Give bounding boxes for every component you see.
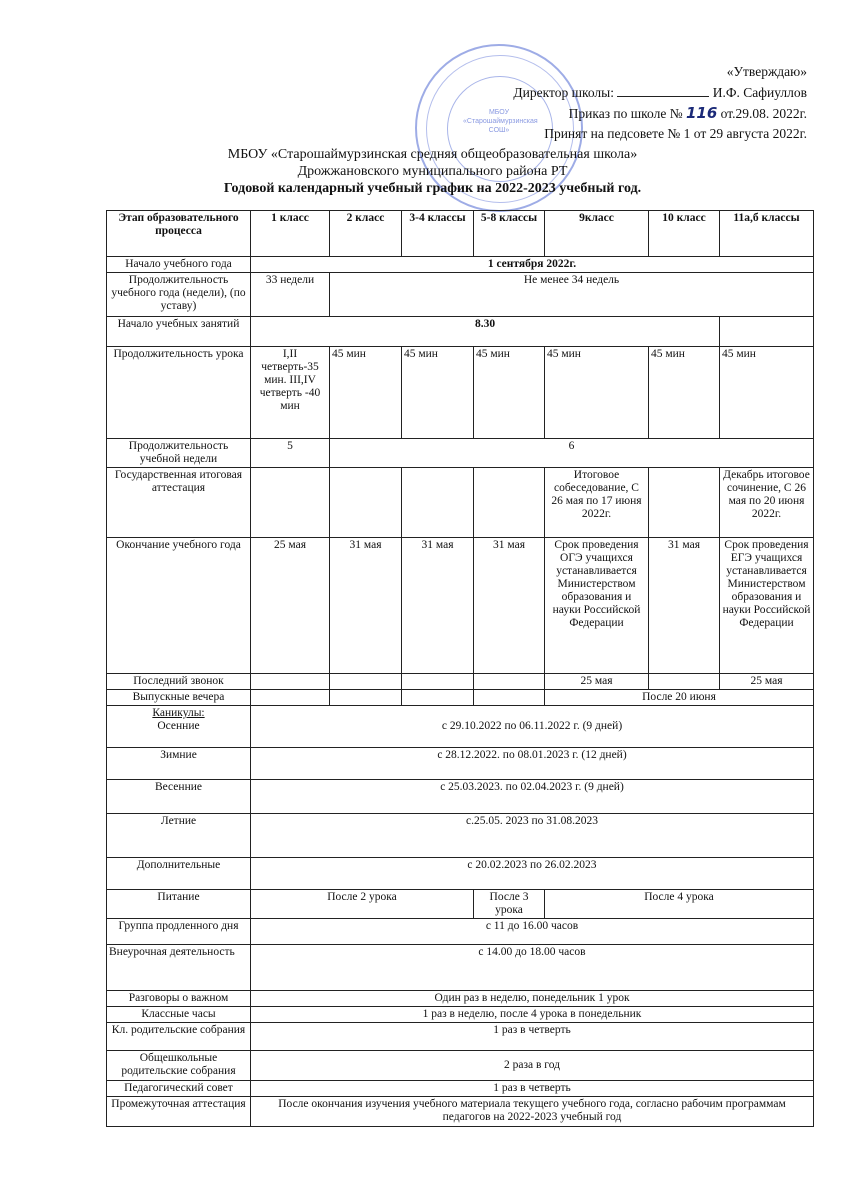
cell: Итоговое собеседование, С 26 мая по 17 июня 2022г. <box>545 468 649 538</box>
row-label: Продолжительность урока <box>107 347 251 439</box>
order-line <box>513 103 807 124</box>
header-cell: 10 класс <box>649 211 720 257</box>
document-title: Годовой календарный учебный график на 2022-2023 учебный год. <box>223 181 642 196</box>
cell-empty <box>251 690 330 706</box>
table-row <box>107 1081 814 1097</box>
cell: 1 раз в четверть <box>251 1023 814 1051</box>
cell-empty <box>720 317 814 347</box>
row-label: Кл. родительские собрания <box>107 1023 251 1051</box>
cell: 6 <box>330 439 814 468</box>
table-row <box>107 814 814 858</box>
table-row <box>107 945 814 991</box>
holidays-title: Каникулы: <box>152 707 205 719</box>
header-cell: 2 класс <box>330 211 402 257</box>
table-row <box>107 1051 814 1081</box>
cell: с 14.00 до 18.00 часов <box>251 945 814 991</box>
table-row <box>107 439 814 468</box>
row-label: Дополнительные <box>107 858 251 890</box>
cell: 45 мин <box>545 347 649 439</box>
cell: Срок проведения ОГЭ учащихся устанавливается Министерством образования и науки Российской Федерации <box>545 538 649 674</box>
cell: с 20.02.2023 по 26.02.2023 <box>251 858 814 890</box>
cell: 31 мая <box>330 538 402 674</box>
cell: 25 мая <box>251 538 330 674</box>
cell: Декабрь итоговое сочинение, С 26 мая по 20 июня 2022г. <box>720 468 814 538</box>
row-label: Окончание учебного года <box>107 538 251 674</box>
cell: 31 мая <box>402 538 474 674</box>
row-label: Педагогический совет <box>107 1081 251 1097</box>
table-row <box>107 468 814 538</box>
cell: 1 сентября 2022г. <box>251 257 814 273</box>
row-label: Последний звонок <box>107 674 251 690</box>
cell: с 29.10.2022 по 06.11.2022 г. (9 дней) <box>251 706 814 748</box>
table-row <box>107 991 814 1007</box>
row-label: Группа продленного дня <box>107 919 251 945</box>
cell: 5 <box>251 439 330 468</box>
table-row <box>107 1097 814 1127</box>
cell-empty <box>474 690 545 706</box>
director-line <box>513 82 807 103</box>
document-heading <box>0 146 865 197</box>
table-row <box>107 317 814 347</box>
header-cell: 3-4 классы <box>402 211 474 257</box>
cell: 45 мин <box>720 347 814 439</box>
director-prefix: Директор школы: <box>513 85 614 100</box>
cell: Срок проведения ЕГЭ учащихся устанавливается Министерством образования и науки Российской Федерации <box>720 538 814 674</box>
cell: 25 мая <box>545 674 649 690</box>
table-row <box>107 347 814 439</box>
cell: 25 мая <box>720 674 814 690</box>
cell-empty <box>402 690 474 706</box>
cell: 45 мин <box>649 347 720 439</box>
council-line: Принят на педсовете № 1 от 29 августа 2022г. <box>544 126 807 141</box>
cell: После 20 июня <box>545 690 814 706</box>
cell: После 4 урока <box>545 890 814 919</box>
header-cell: Этап образовательного процесса <box>107 211 251 257</box>
header-cell: 1 класс <box>251 211 330 257</box>
row-label: Продолжительность учебного года (недели), (по уставу) <box>107 273 251 317</box>
cell: Один раз в неделю, понедельник 1 урок <box>251 991 814 1007</box>
cell: 31 мая <box>649 538 720 674</box>
order-number: 116 <box>685 104 718 122</box>
approval-block <box>513 62 807 144</box>
district-name: Дрожжановского муниципального района РТ <box>297 164 568 179</box>
cell-empty <box>402 468 474 538</box>
table-row <box>107 706 814 748</box>
cell: 45 мин <box>330 347 402 439</box>
row-label: Внеурочная деятельность <box>107 945 251 991</box>
cell: с.25.05. 2023 по 31.08.2023 <box>251 814 814 858</box>
table-row <box>107 919 814 945</box>
cell: 31 мая <box>474 538 545 674</box>
row-label: Весенние <box>107 780 251 814</box>
table-row <box>107 780 814 814</box>
row-label: Промежуточная аттестация <box>107 1097 251 1127</box>
cell-empty <box>330 468 402 538</box>
row-label: Продолжительность учебной недели <box>107 439 251 468</box>
table-row <box>107 273 814 317</box>
cell: с 25.03.2023. по 02.04.2023 г. (9 дней) <box>251 780 814 814</box>
cell: После 2 урока <box>251 890 474 919</box>
order-date: от.29.08. 2022г. <box>720 106 807 121</box>
cell: 2 раза в год <box>251 1051 814 1081</box>
cell: После 3 урока <box>474 890 545 919</box>
row-label: Питание <box>107 890 251 919</box>
row-label: Зимние <box>107 748 251 780</box>
header-cell: 11а,б классы <box>720 211 814 257</box>
row-label: Летние <box>107 814 251 858</box>
cell-empty <box>474 674 545 690</box>
header-cell: 5-8 классы <box>474 211 545 257</box>
table-row <box>107 690 814 706</box>
cell-empty <box>330 674 402 690</box>
order-prefix: Приказ по школе № <box>568 106 683 121</box>
director-name: И.Ф. Сафиуллов <box>712 85 807 100</box>
table-header-row <box>107 211 814 257</box>
table-row <box>107 748 814 780</box>
signature-underline <box>617 82 709 97</box>
table-row <box>107 257 814 273</box>
cell: После окончания изучения учебного материала текущего учебного года, согласно рабочим программам педагогов на 2022-2023 учебный год <box>251 1097 814 1127</box>
table-row <box>107 674 814 690</box>
row-label <box>107 706 251 748</box>
cell: 33 недели <box>251 273 330 317</box>
cell-empty <box>251 674 330 690</box>
cell-empty <box>330 690 402 706</box>
cell-empty <box>251 468 330 538</box>
table-row <box>107 538 814 674</box>
header-cell: 9класс <box>545 211 649 257</box>
table-row <box>107 1023 814 1051</box>
cell: Не менее 34 недель <box>330 273 814 317</box>
cell-empty <box>649 468 720 538</box>
cell: 8.30 <box>251 317 720 347</box>
cell: 1 раз в четверть <box>251 1081 814 1097</box>
cell-empty <box>649 674 720 690</box>
cell: I,II четверть-35 мин. III,IV четверть -40 мин <box>251 347 330 439</box>
cell: с 28.12.2022. по 08.01.2023 г. (12 дней) <box>251 748 814 780</box>
cell: 45 мин <box>474 347 545 439</box>
table-row <box>107 858 814 890</box>
holidays-autumn-label: Осенние <box>157 720 200 732</box>
row-label: Выпускные вечера <box>107 690 251 706</box>
cell: 1 раз в неделю, после 4 урока в понедельник <box>251 1007 814 1023</box>
cell-empty <box>474 468 545 538</box>
row-label: Государственная итоговая аттестация <box>107 468 251 538</box>
row-label: Разговоры о важном <box>107 991 251 1007</box>
row-label: Классные часы <box>107 1007 251 1023</box>
table-row <box>107 890 814 919</box>
school-name: МБОУ «Старошаймурзинская средняя общеобразовательная школа» <box>227 147 638 162</box>
row-label: Начало учебных занятий <box>107 317 251 347</box>
seal-text: МБОУ «Старошаймурзинская СОШ» <box>463 109 538 134</box>
cell: с 11 до 16.00 часов <box>251 919 814 945</box>
approval-title: «Утверждаю» <box>726 64 807 79</box>
table-row <box>107 1007 814 1023</box>
cell-empty <box>402 674 474 690</box>
row-label: Общешкольные родительские собрания <box>107 1051 251 1081</box>
cell: 45 мин <box>402 347 474 439</box>
row-label: Начало учебного года <box>107 257 251 273</box>
schedule-table <box>106 210 814 1127</box>
